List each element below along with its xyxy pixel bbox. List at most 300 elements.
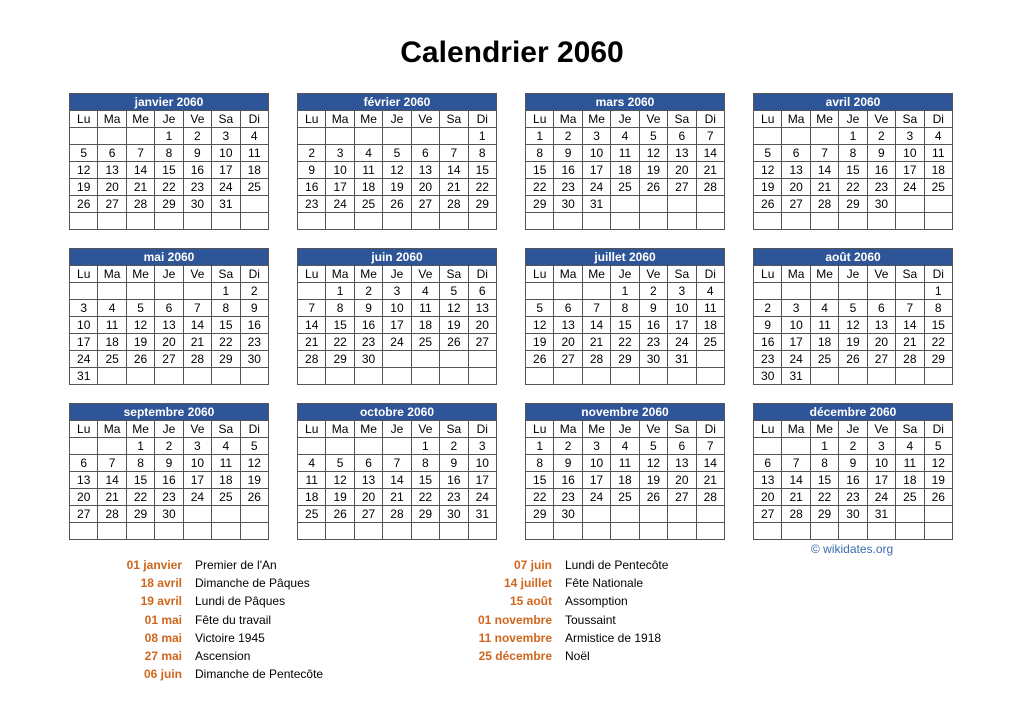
day-cell: 24	[383, 334, 411, 351]
day-cell: 6	[98, 145, 126, 162]
day-cell: 19	[70, 179, 98, 196]
weekday-label: Je	[611, 421, 639, 438]
month-title: juillet 2060	[526, 249, 725, 266]
empty-cell	[839, 283, 867, 300]
weekday-label: Ma	[98, 111, 126, 128]
day-cell: 2	[183, 128, 211, 145]
weekday-label: Ve	[183, 266, 211, 283]
day-cell: 5	[839, 300, 867, 317]
day-cell: 26	[526, 351, 554, 368]
day-cell: 30	[183, 196, 211, 213]
weekday-label: Lu	[298, 111, 326, 128]
day-cell: 6	[554, 300, 582, 317]
day-cell: 4	[354, 145, 382, 162]
day-cell: 21	[98, 489, 126, 506]
day-cell: 13	[668, 145, 696, 162]
weekday-label: Sa	[896, 266, 924, 283]
day-cell: 14	[183, 317, 211, 334]
weekday-label: Di	[468, 111, 496, 128]
month-calendar	[525, 93, 725, 230]
empty-cell	[867, 523, 895, 540]
day-cell: 29	[839, 196, 867, 213]
day-cell: 5	[924, 438, 952, 455]
day-cell: 10	[582, 145, 610, 162]
weekday-label: Je	[383, 111, 411, 128]
day-cell: 26	[639, 489, 667, 506]
day-cell: 28	[383, 506, 411, 523]
day-cell: 14	[440, 162, 468, 179]
weekday-label: Sa	[668, 421, 696, 438]
holiday-date: 15 août	[509, 594, 552, 609]
empty-cell	[754, 283, 782, 300]
day-cell: 28	[582, 351, 610, 368]
day-cell: 24	[582, 489, 610, 506]
weekday-label: Sa	[668, 266, 696, 283]
empty-cell	[668, 368, 696, 385]
empty-cell	[668, 506, 696, 523]
day-cell: 15	[810, 472, 838, 489]
empty-cell	[696, 523, 724, 540]
day-cell: 13	[554, 317, 582, 334]
weekday-label: Di	[468, 266, 496, 283]
day-cell: 16	[867, 162, 895, 179]
empty-cell	[611, 213, 639, 230]
day-cell: 20	[668, 162, 696, 179]
weekday-label: Je	[155, 421, 183, 438]
page-title: Calendrier 2060	[400, 36, 624, 69]
day-cell: 26	[326, 506, 354, 523]
weekday-label: Di	[924, 421, 952, 438]
day-cell: 6	[754, 455, 782, 472]
empty-cell	[383, 213, 411, 230]
day-cell: 27	[468, 334, 496, 351]
day-cell: 16	[240, 317, 268, 334]
day-cell: 27	[354, 506, 382, 523]
day-cell: 9	[867, 145, 895, 162]
day-cell: 11	[924, 145, 952, 162]
day-cell: 11	[98, 317, 126, 334]
empty-cell	[867, 213, 895, 230]
day-cell: 20	[468, 317, 496, 334]
empty-cell	[554, 523, 582, 540]
empty-cell	[98, 523, 126, 540]
weekday-label: Lu	[70, 421, 98, 438]
month-calendar	[753, 403, 953, 540]
day-cell: 12	[126, 317, 154, 334]
day-cell: 18	[411, 317, 439, 334]
day-cell: 15	[411, 472, 439, 489]
holiday-date: 14 juillet	[503, 576, 552, 591]
day-cell: 5	[240, 438, 268, 455]
empty-cell	[526, 213, 554, 230]
day-cell: 19	[326, 489, 354, 506]
day-cell: 27	[668, 179, 696, 196]
empty-cell	[582, 213, 610, 230]
empty-cell	[468, 523, 496, 540]
day-cell: 14	[126, 162, 154, 179]
day-cell: 11	[896, 455, 924, 472]
empty-cell	[582, 368, 610, 385]
day-cell: 26	[440, 334, 468, 351]
empty-cell	[754, 213, 782, 230]
day-cell: 3	[582, 438, 610, 455]
empty-cell	[70, 283, 98, 300]
day-cell: 20	[782, 179, 810, 196]
day-cell: 11	[298, 472, 326, 489]
empty-cell	[754, 438, 782, 455]
day-cell: 8	[924, 300, 952, 317]
day-cell: 17	[668, 317, 696, 334]
day-cell: 6	[155, 300, 183, 317]
day-cell: 27	[411, 196, 439, 213]
day-cell: 7	[440, 145, 468, 162]
holiday-row	[100, 667, 323, 685]
weekday-label: Sa	[440, 421, 468, 438]
holiday-date: 07 juin	[513, 558, 552, 572]
day-cell: 13	[668, 455, 696, 472]
month-calendar	[69, 93, 269, 230]
empty-cell	[298, 438, 326, 455]
day-cell: 31	[70, 368, 98, 385]
day-cell: 21	[696, 162, 724, 179]
day-cell: 9	[240, 300, 268, 317]
weekday-label: Me	[810, 266, 838, 283]
day-cell: 17	[468, 472, 496, 489]
day-cell: 19	[639, 162, 667, 179]
day-cell: 26	[126, 351, 154, 368]
holiday-date: 19 avril	[140, 594, 182, 609]
holiday-row	[100, 576, 323, 594]
empty-cell	[468, 213, 496, 230]
day-cell: 8	[326, 300, 354, 317]
weekday-label: Je	[839, 266, 867, 283]
day-cell: 28	[782, 506, 810, 523]
day-cell: 20	[354, 489, 382, 506]
day-cell: 1	[126, 438, 154, 455]
empty-cell	[212, 368, 240, 385]
day-cell: 12	[754, 162, 782, 179]
empty-cell	[240, 523, 268, 540]
weekday-label: Ve	[183, 111, 211, 128]
weekday-label: Di	[696, 111, 724, 128]
day-cell: 8	[155, 145, 183, 162]
day-cell: 25	[611, 489, 639, 506]
day-cell: 13	[867, 317, 895, 334]
day-cell: 5	[383, 145, 411, 162]
day-cell: 24	[183, 489, 211, 506]
empty-cell	[383, 368, 411, 385]
day-cell: 12	[240, 455, 268, 472]
day-cell: 31	[668, 351, 696, 368]
day-cell: 2	[639, 283, 667, 300]
empty-cell	[155, 523, 183, 540]
holiday-list-left	[100, 558, 323, 685]
day-cell: 12	[639, 455, 667, 472]
weekday-label: Ma	[326, 111, 354, 128]
day-cell: 8	[526, 145, 554, 162]
weekday-label: Je	[155, 266, 183, 283]
holiday-date: 06 juin	[143, 667, 182, 682]
empty-cell	[155, 283, 183, 300]
empty-cell	[240, 213, 268, 230]
day-cell: 1	[924, 283, 952, 300]
day-cell: 10	[582, 455, 610, 472]
day-cell: 19	[924, 472, 952, 489]
empty-cell	[896, 283, 924, 300]
day-cell: 25	[810, 351, 838, 368]
day-cell: 23	[183, 179, 211, 196]
empty-cell	[611, 506, 639, 523]
month-title: décembre 2060	[754, 404, 953, 421]
month-title: mars 2060	[526, 94, 725, 111]
empty-cell	[126, 523, 154, 540]
empty-cell	[554, 213, 582, 230]
day-cell: 6	[468, 283, 496, 300]
empty-cell	[155, 368, 183, 385]
day-cell: 10	[70, 317, 98, 334]
empty-cell	[554, 283, 582, 300]
day-cell: 21	[183, 334, 211, 351]
day-cell: 15	[839, 162, 867, 179]
weekday-label: Ve	[639, 421, 667, 438]
day-cell: 23	[754, 351, 782, 368]
empty-cell	[411, 368, 439, 385]
empty-cell	[98, 438, 126, 455]
day-cell: 26	[383, 196, 411, 213]
day-cell: 27	[70, 506, 98, 523]
empty-cell	[240, 196, 268, 213]
day-cell: 8	[126, 455, 154, 472]
empty-cell	[611, 368, 639, 385]
day-cell: 6	[411, 145, 439, 162]
day-cell: 5	[70, 145, 98, 162]
day-cell: 28	[126, 196, 154, 213]
day-cell: 28	[440, 196, 468, 213]
day-cell: 20	[754, 489, 782, 506]
empty-cell	[98, 213, 126, 230]
day-cell: 15	[126, 472, 154, 489]
day-cell: 26	[754, 196, 782, 213]
day-cell: 31	[782, 368, 810, 385]
day-cell: 1	[526, 128, 554, 145]
day-cell: 29	[212, 351, 240, 368]
empty-cell	[526, 283, 554, 300]
day-cell: 20	[668, 472, 696, 489]
credit-text[interactable]: © wikidates.org	[811, 542, 894, 556]
day-cell: 14	[896, 317, 924, 334]
day-cell: 2	[298, 145, 326, 162]
day-cell: 29	[611, 351, 639, 368]
empty-cell	[440, 523, 468, 540]
empty-cell	[326, 128, 354, 145]
day-cell: 8	[839, 145, 867, 162]
day-cell: 19	[754, 179, 782, 196]
day-cell: 10	[183, 455, 211, 472]
day-cell: 24	[867, 489, 895, 506]
weekday-label: Sa	[668, 111, 696, 128]
day-cell: 25	[696, 334, 724, 351]
month-title: avril 2060	[754, 94, 953, 111]
empty-cell	[754, 523, 782, 540]
day-cell: 14	[696, 145, 724, 162]
day-cell: 31	[582, 196, 610, 213]
day-cell: 3	[668, 283, 696, 300]
weekday-label: Sa	[212, 266, 240, 283]
day-cell: 29	[526, 506, 554, 523]
holiday-name: Lundi de Pentecôte	[565, 558, 669, 572]
day-cell: 30	[867, 196, 895, 213]
day-cell: 29	[155, 196, 183, 213]
weekday-label: Ve	[411, 111, 439, 128]
day-cell: 22	[526, 489, 554, 506]
weekday-label: Lu	[526, 266, 554, 283]
day-cell: 27	[668, 489, 696, 506]
day-cell: 31	[212, 196, 240, 213]
day-cell: 11	[696, 300, 724, 317]
empty-cell	[639, 523, 667, 540]
weekday-label: Je	[155, 111, 183, 128]
day-cell: 28	[810, 196, 838, 213]
day-cell: 22	[212, 334, 240, 351]
day-cell: 24	[326, 196, 354, 213]
day-cell: 20	[70, 489, 98, 506]
day-cell: 1	[468, 128, 496, 145]
day-cell: 16	[554, 472, 582, 489]
day-cell: 7	[696, 128, 724, 145]
day-cell: 18	[298, 489, 326, 506]
day-cell: 15	[326, 317, 354, 334]
day-cell: 8	[411, 455, 439, 472]
empty-cell	[924, 506, 952, 523]
empty-cell	[183, 523, 211, 540]
day-cell: 17	[896, 162, 924, 179]
day-cell: 20	[411, 179, 439, 196]
holiday-name: Armistice de 1918	[565, 630, 662, 645]
day-cell: 8	[526, 455, 554, 472]
holiday-row	[470, 558, 668, 576]
day-cell: 3	[867, 438, 895, 455]
day-cell: 15	[924, 317, 952, 334]
weekday-label: Ma	[782, 111, 810, 128]
empty-cell	[782, 438, 810, 455]
holiday-name: Lundi de Pâques	[195, 594, 286, 609]
day-cell: 21	[810, 179, 838, 196]
holiday-row	[470, 649, 668, 667]
empty-cell	[639, 196, 667, 213]
day-cell: 28	[696, 489, 724, 506]
empty-cell	[582, 506, 610, 523]
day-cell: 19	[440, 317, 468, 334]
day-cell: 1	[326, 283, 354, 300]
day-cell: 26	[839, 351, 867, 368]
day-cell: 4	[411, 283, 439, 300]
holiday-date: 27 mai	[144, 648, 182, 663]
weekday-label: Di	[468, 421, 496, 438]
weekday-label: Me	[810, 421, 838, 438]
weekday-label: Me	[126, 266, 154, 283]
holiday-name: Victoire 1945	[195, 630, 265, 645]
empty-cell	[639, 506, 667, 523]
empty-cell	[554, 368, 582, 385]
day-cell: 13	[98, 162, 126, 179]
weekday-label: Ma	[326, 421, 354, 438]
weekday-label: Sa	[212, 421, 240, 438]
day-cell: 2	[240, 283, 268, 300]
weekday-label: Ma	[782, 421, 810, 438]
empty-cell	[70, 128, 98, 145]
holiday-date: 25 décembre	[478, 648, 552, 663]
empty-cell	[810, 523, 838, 540]
day-cell: 20	[554, 334, 582, 351]
weekday-label: Sa	[212, 111, 240, 128]
day-cell: 3	[70, 300, 98, 317]
empty-cell	[411, 213, 439, 230]
holiday-date: 01 janvier	[126, 558, 182, 572]
empty-cell	[639, 213, 667, 230]
weekday-label: Ma	[326, 266, 354, 283]
day-cell: 7	[696, 438, 724, 455]
day-cell: 8	[468, 145, 496, 162]
day-cell: 13	[411, 162, 439, 179]
day-cell: 16	[440, 472, 468, 489]
day-cell: 24	[468, 489, 496, 506]
day-cell: 4	[611, 128, 639, 145]
day-cell: 9	[754, 317, 782, 334]
weekday-label: Ve	[411, 266, 439, 283]
holiday-date: 01 novembre	[477, 612, 552, 627]
weekday-label: Ve	[867, 266, 895, 283]
day-cell: 5	[639, 128, 667, 145]
empty-cell	[468, 368, 496, 385]
empty-cell	[440, 351, 468, 368]
day-cell: 13	[354, 472, 382, 489]
day-cell: 25	[98, 351, 126, 368]
day-cell: 1	[411, 438, 439, 455]
day-cell: 28	[298, 351, 326, 368]
day-cell: 27	[155, 351, 183, 368]
month-calendar	[525, 403, 725, 540]
empty-cell	[924, 213, 952, 230]
day-cell: 11	[411, 300, 439, 317]
day-cell: 4	[98, 300, 126, 317]
empty-cell	[440, 368, 468, 385]
day-cell: 15	[611, 317, 639, 334]
weekday-label: Je	[839, 111, 867, 128]
day-cell: 22	[526, 179, 554, 196]
holiday-row	[470, 613, 668, 631]
day-cell: 20	[98, 179, 126, 196]
weekday-label: Me	[810, 111, 838, 128]
holiday-date: 18 avril	[140, 576, 182, 591]
empty-cell	[839, 213, 867, 230]
weekday-label: Lu	[298, 421, 326, 438]
day-cell: 7	[810, 145, 838, 162]
day-cell: 17	[212, 162, 240, 179]
weekday-label: Me	[354, 266, 382, 283]
holiday-row	[470, 631, 668, 649]
month-calendar	[297, 93, 497, 230]
day-cell: 17	[383, 317, 411, 334]
day-cell: 9	[298, 162, 326, 179]
weekday-label: Sa	[440, 266, 468, 283]
weekday-label: Me	[354, 421, 382, 438]
day-cell: 10	[782, 317, 810, 334]
day-cell: 4	[240, 128, 268, 145]
empty-cell	[896, 368, 924, 385]
weekday-label: Di	[696, 421, 724, 438]
day-cell: 4	[696, 283, 724, 300]
empty-cell	[354, 128, 382, 145]
